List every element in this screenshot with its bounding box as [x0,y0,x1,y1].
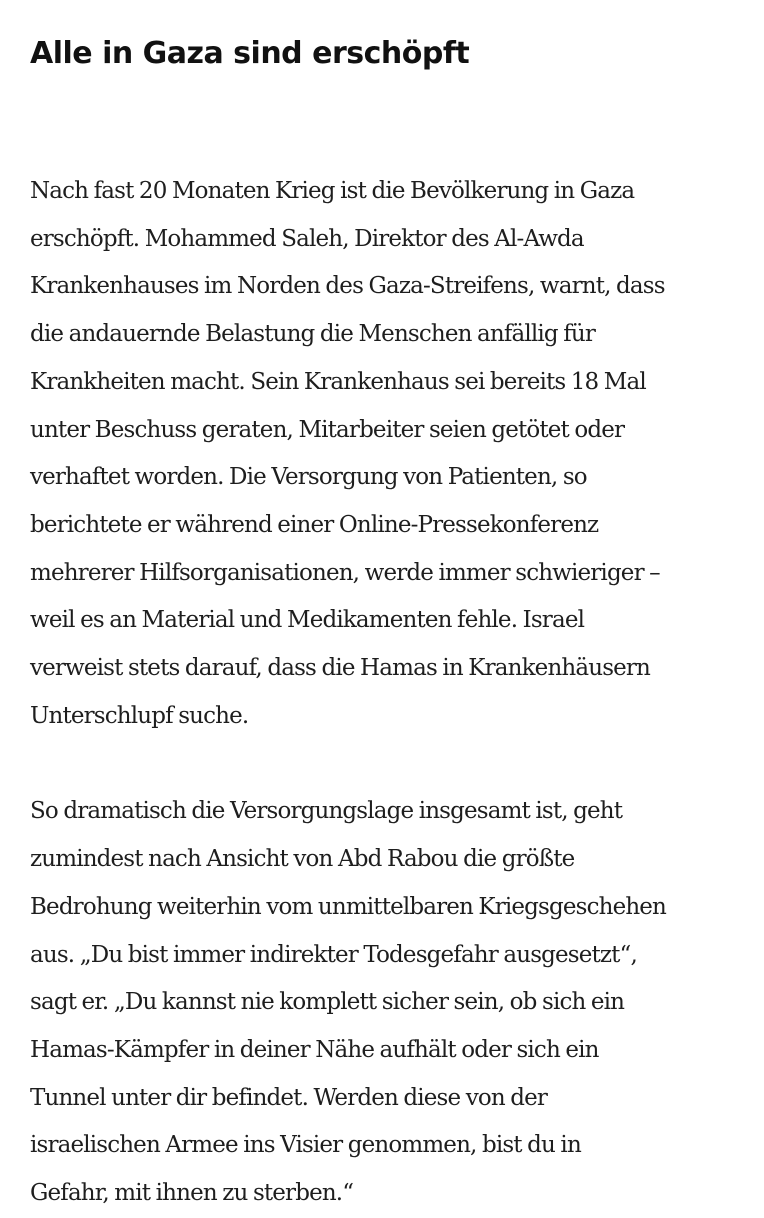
text-line: unter Beschuss geraten, Mitarbeiter seien getötet oder [30,416,625,443]
text-line: aus. „Du bist immer indirekter Todesgefahr ausgesetzt“, [30,941,637,968]
text-line: weil es an Material und Medikamenten fehle. Israel [30,607,585,634]
text-line: So dramatisch die Versorgungslage insgesamt ist, geht [30,798,623,825]
text-line: erschöpft. Mohammed Saleh, Direktor des Al-Awda [30,225,584,252]
text-line: Gefahr, mit ihnen zu sterben.“ [30,1180,354,1207]
text-line: Nach fast 20 Monaten Krieg ist die Bevölkerung in Gaza [30,178,635,204]
text-line: die andauernde Belastung die Menschen anfällig für [30,321,596,348]
article [30,0,740,1218]
article-paragraph-2 [30,788,740,1217]
text-line: Hamas-Kämpfer in deiner Nähe aufhält oder sich ein [30,1036,599,1063]
text-line: israelischen Armee ins Visier genommen, bist du in [30,1132,581,1159]
text-line: sagt er. „Du kannst nie komplett sicher sein, ob sich ein [30,989,625,1016]
text-line: verhaftet worden. Die Versorgung von Patienten, so [30,464,587,491]
text-line: berichtete er während einer Online-Pressekonferenz [30,511,599,538]
text-line: verweist stets darauf, dass die Hamas in Krankenhäusern [30,655,651,682]
article-paragraph-1 [30,168,740,740]
text-line: Krankheiten macht. Sein Krankenhaus sei bereits 18 Mal [30,368,646,395]
text-line: Krankenhauses im Norden des Gaza-Streifens, warnt, dass [30,273,665,300]
article-heading: Alle in Gaza sind erschöpft [30,36,470,71]
text-line: Tunnel unter dir befindet. Werden diese von der [30,1084,548,1111]
text-line: Unterschlupf suche. [30,702,249,729]
text-line: Bedrohung weiterhin vom unmittelbaren Kriegsgeschehen [30,893,667,920]
text-line: zumindest nach Ansicht von Abd Rabou die größte [30,846,575,873]
text-line: mehrerer Hilfsorganisationen, werde immer schwieriger – [30,559,660,586]
